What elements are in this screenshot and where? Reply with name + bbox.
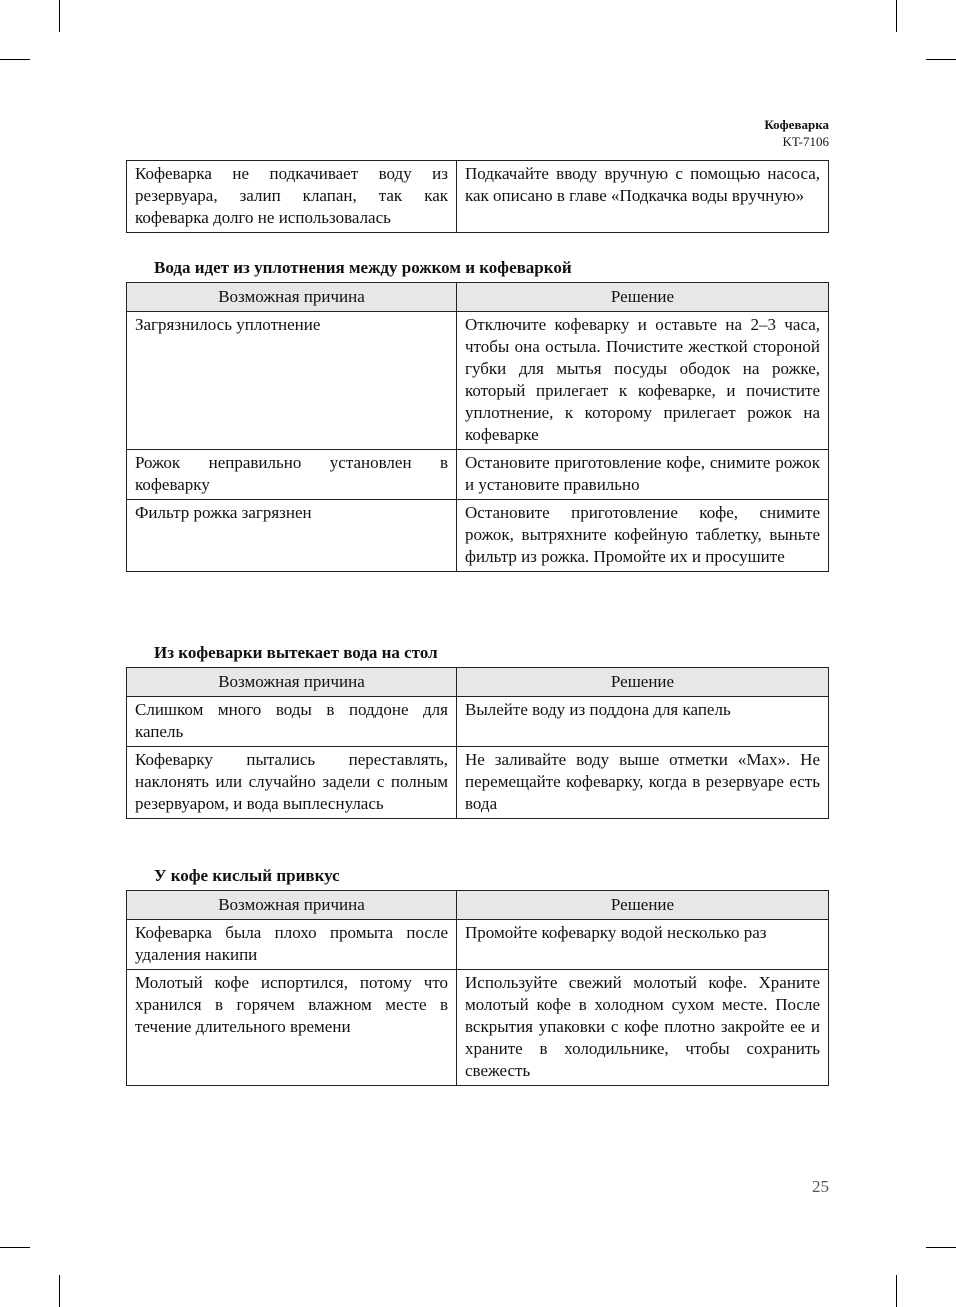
solution-cell: Остановите приготовление кофе, снимите рожок, вытряхните кофейную таблетку, выньте фильтр из рожка. Промойте их и просушите: [457, 500, 829, 572]
crop-mark: [896, 0, 897, 32]
cause-cell: Кофеварка не подкачивает воду из резервуара, залип клапан, так как кофеварка долго не использовалась: [127, 161, 457, 233]
column-header-cause: Возможная причина: [127, 668, 457, 697]
page-number: 25: [812, 1177, 829, 1196]
crop-mark: [926, 1247, 956, 1248]
table-header-row: [127, 283, 829, 312]
continued-table: [126, 160, 829, 233]
table-row: [127, 450, 829, 500]
troubleshooting-table: [126, 890, 829, 1086]
cause-cell: Кофеварку пытались переставлять, наклонять или случайно задели с полным резервуаром, и вода выплеснулась: [127, 747, 457, 819]
table-row: [127, 500, 829, 572]
crop-mark: [896, 1275, 897, 1307]
cause-cell: Молотый кофе испортился, потому что хранился в горячем влажном месте в течение длительного времени: [127, 970, 457, 1086]
column-header-cause: Возможная причина: [127, 283, 457, 312]
solution-cell: Отключите кофеварку и оставьте на 2–3 часа, чтобы она остыла. Почистите жесткой стороной губки для мытья посуды ободок на рожке, который прилегает к кофеварке, и почистите уплотнение, к которому прилегает рожок на кофеварке: [457, 312, 829, 450]
table-header-row: [127, 891, 829, 920]
header-model: KT-7106: [782, 134, 829, 149]
crop-mark: [0, 59, 30, 60]
cause-cell: Рожок неправильно установлен в кофеварку: [127, 450, 457, 500]
table-row: [127, 697, 829, 747]
solution-cell: Вылейте воду из поддона для капель: [457, 697, 829, 747]
solution-cell: Не заливайте воду выше отметки «Max». Не перемещайте кофеварку, когда в резервуаре есть вода: [457, 747, 829, 819]
troubleshooting-table: [126, 282, 829, 572]
continued-table-block: [126, 160, 828, 233]
section-water-leaks: [126, 643, 828, 819]
header-title: Кофеварка: [764, 117, 829, 132]
table-row: [127, 312, 829, 450]
crop-mark: [59, 0, 60, 32]
column-header-solution: Решение: [457, 891, 829, 920]
table-row: [127, 161, 829, 233]
solution-cell: Подкачайте вводу вручную с помощью насоса, как описано в главе «Подкачка воды вручную»: [457, 161, 829, 233]
table-row: [127, 747, 829, 819]
solution-cell: Остановите приготовление кофе, снимите рожок и установите правильно: [457, 450, 829, 500]
troubleshooting-table: [126, 667, 829, 819]
table-row: [127, 920, 829, 970]
cause-cell: Кофеварка была плохо промыта после удаления накипи: [127, 920, 457, 970]
crop-mark: [926, 59, 956, 60]
column-header-solution: Решение: [457, 668, 829, 697]
section-title: У кофе кислый привкус: [154, 866, 340, 885]
section-water-from-seal: [126, 258, 828, 572]
solution-cell: Промойте кофеварку водой несколько раз: [457, 920, 829, 970]
solution-cell: Используйте свежий молотый кофе. Храните молотый кофе в холодном сухом месте. После вскрытия упаковки с кофе плотно закройте ее и храните в холодильнике, чтобы сохранить свежесть: [457, 970, 829, 1086]
table-row: [127, 970, 829, 1086]
crop-mark: [59, 1275, 60, 1307]
crop-mark: [0, 1247, 30, 1248]
column-header-solution: Решение: [457, 283, 829, 312]
column-header-cause: Возможная причина: [127, 891, 457, 920]
cause-cell: Фильтр рожка загрязнен: [127, 500, 457, 572]
cause-cell: Слишком много воды в поддоне для капель: [127, 697, 457, 747]
section-title: Из кофеварки вытекает вода на стол: [154, 643, 438, 662]
section-sour-taste: [126, 866, 828, 1086]
running-header: [764, 116, 829, 150]
table-header-row: [127, 668, 829, 697]
cause-cell: Загрязнилось уплотнение: [127, 312, 457, 450]
section-title: Вода идет из уплотнения между рожком и кофеваркой: [154, 258, 572, 277]
